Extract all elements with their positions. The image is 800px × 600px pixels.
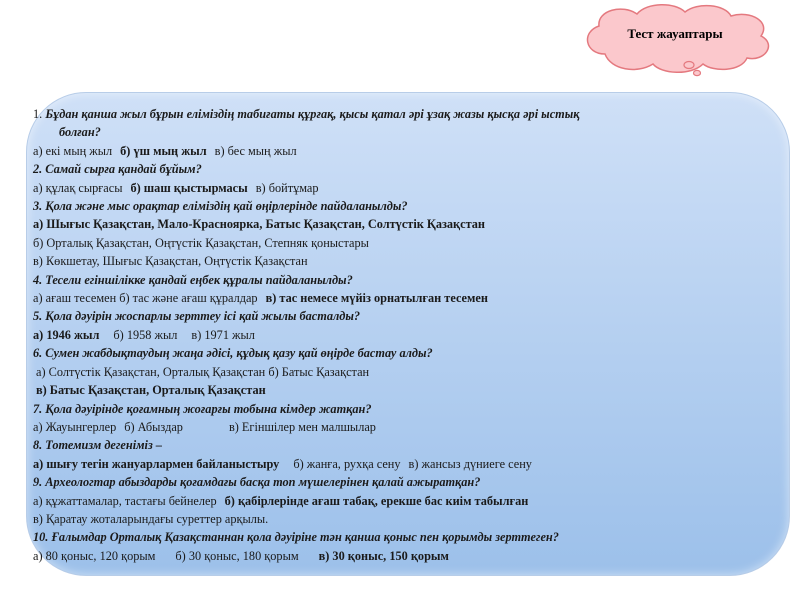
- question-3: 3. Қола және мыс орақтар еліміздің қай өңірлерінде пайдаланылды?: [33, 199, 408, 214]
- answer-10c: в) 30 қоныс, 150 қорым: [318, 548, 449, 563]
- answer-1c: в) бес мың жыл: [214, 143, 297, 158]
- answer-1b: б) үш мың жыл: [120, 143, 207, 158]
- answer-8a: а) шығу тегін жануарлармен байланыстыру: [33, 456, 280, 471]
- answer-row-7: [33, 418, 773, 436]
- answer-6ab: а) Солтүстік Қазақстан, Орталық Қазақстан б) Батыс Қазақстан: [36, 364, 370, 379]
- answer-5a: а) 1946 жыл: [33, 327, 100, 342]
- question-2: 2. Самай сырға қандай бұйым?: [33, 162, 202, 177]
- callout-cloud: [575, 2, 795, 82]
- question-7: 7. Қола дәуірінде қоғамның жоғарғы тобына кімдер жатқан?: [33, 401, 372, 416]
- answer-9c: в) Қаратау жоталарындағы суреттер арқылы.: [33, 511, 269, 526]
- answer-3a: а) Шығыс Қазақстан, Мало-Красноярка, Батыс Қазақстан, Солтүстік Қазақстан: [33, 217, 486, 232]
- answer-row-1: [33, 142, 773, 160]
- question-5: 5. Қола дәуірін жоспарлы зерттеу ісі қай жылы басталды?: [33, 309, 361, 324]
- answer-row-10: [33, 547, 773, 565]
- answer-8b: б) жанға, рухқа сену: [293, 456, 401, 471]
- answer-3c: в) Көкшетау, Шығыс Қазақстан, Оңтүстік Қазақстан: [33, 254, 308, 269]
- answer-2b: б) шаш қыстырмасы: [130, 180, 248, 195]
- answer-5c: в) 1971 жыл: [191, 327, 255, 342]
- question-1: [33, 105, 773, 123]
- answer-10a: а) 80 қоныс, 120 қорым: [33, 548, 156, 563]
- answer-7b: б) Абыздар: [124, 419, 183, 434]
- cloud-shape: [575, 2, 795, 82]
- answer-9b: б) қабірлерінде ағаш табақ, ерекше бас киім табылған: [224, 493, 529, 508]
- answer-row-8: [33, 455, 773, 473]
- answer-row-2: [33, 179, 773, 197]
- answer-1a: а) екі мың жыл: [33, 143, 113, 158]
- callout-label: Тест жауаптары: [627, 26, 723, 41]
- answer-row-5: [33, 326, 773, 344]
- answer-row-9: [33, 492, 773, 510]
- question-6: 6. Сумен жабдықтаудың жаңа әдісі, құдық қазу қай өңірде бастау алды?: [33, 346, 433, 361]
- answer-6c: в) Батыс Қазақстан, Орталық Қазақстан: [36, 383, 266, 398]
- question-9: 9. Археологтар абыздарды қоғамдағы басқа топ мүшелерінен қалай ажыратқан?: [33, 475, 481, 490]
- question-4: 4. Тесели егіншілікке қандай еңбек құралы пайдаланылды?: [33, 272, 353, 287]
- question-1-number: 1.: [33, 107, 43, 121]
- answer-7a: а) Жауынгерлер: [33, 419, 117, 434]
- answer-7c: в) Егіншілер мен малшылар: [228, 419, 376, 434]
- answer-9a: а) құжаттамалар, тастағы бейнелер: [33, 493, 217, 508]
- question-8: 8. Тотемизм дегеніміз –: [33, 438, 162, 453]
- answer-4c: в) тас немесе мүйіз орнатылған тесемен: [265, 291, 488, 306]
- answer-5b: б) 1958 жыл: [113, 327, 178, 342]
- answer-3b: б) Орталық Қазақстан, Оңтүстік Қазақстан, Степняк қоныстары: [33, 235, 369, 250]
- answers-content: [33, 105, 773, 565]
- question-1-text-cont: болған?: [59, 125, 101, 140]
- answer-4ab: а) ағаш тесемен б) тас және ағаш құралдар: [33, 291, 258, 306]
- question-10: 10. Ғалымдар Орталық Қазақстаннан қола дәуіріне тән қанша қоныс пен қорымды зерттеген?: [33, 530, 559, 545]
- question-1-text: Бұдан қанша жыл бұрын еліміздің табиғаты құрғақ, қысы қатал әрі ұзақ жазы қысқа әрі ыстық: [45, 107, 580, 121]
- answer-8c: в) жансыз дүниеге сену: [408, 456, 532, 471]
- answer-2a: а) құлақ сырғасы: [33, 180, 123, 195]
- answer-row-4: [33, 289, 773, 307]
- answer-2c: в) бойтұмар: [255, 180, 319, 195]
- answer-10b: б) 30 қоныс, 180 қорым: [175, 548, 299, 563]
